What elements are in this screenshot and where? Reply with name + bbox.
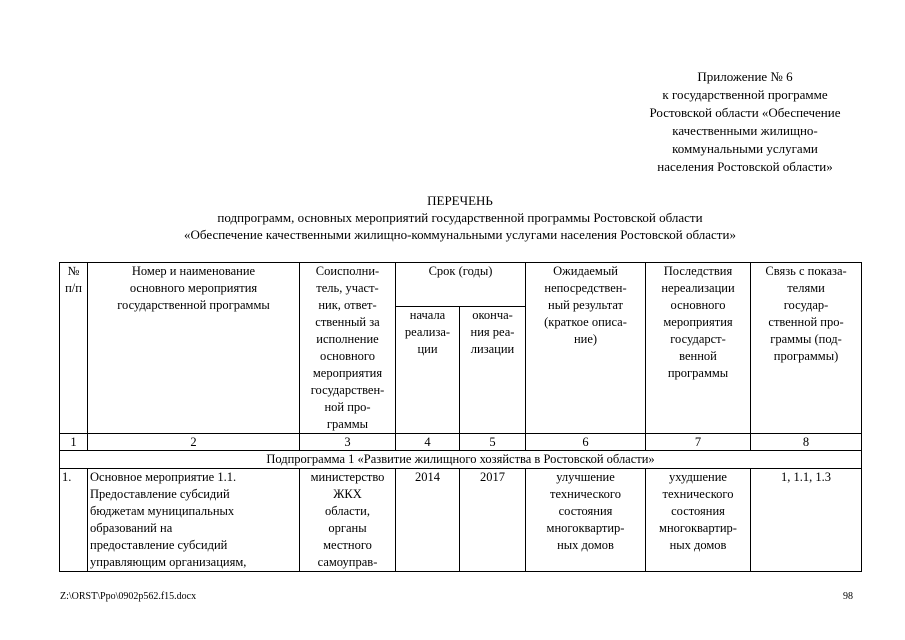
footer-file-path: Z:\ORST\Ppo\0902p562.f15.docx <box>60 591 197 602</box>
header-executor: Соисполни- тель, участ- ник, ответ- ственный за исполнение основного мероприятия государствен- ной про- граммы <box>300 263 396 434</box>
table-header-row <box>60 263 862 307</box>
appendix-note <box>620 68 870 176</box>
appendix-line: коммунальными услугами <box>672 141 818 156</box>
row-consequences: ухудшение технического состояния многоквартир- ных домов <box>646 469 751 572</box>
header-link: Связь с показа- телями государ- ственной про- граммы (под- программы) <box>751 263 862 434</box>
column-number: 6 <box>526 434 646 451</box>
program-table <box>59 262 862 572</box>
row-name: Основное мероприятие 1.1. Предоставление субсидий бюджетам муниципальных образований на предоставление субсидий управляющим организациям, <box>88 469 300 572</box>
header-result: Ожидаемый непосредствен- ный результат (краткое описа- ние) <box>526 263 646 434</box>
header-number: № п/п <box>60 263 88 434</box>
table-row <box>60 469 862 572</box>
document-subtitle-line-1: подпрограмм, основных мероприятий государственной программы Ростовской области <box>217 210 703 225</box>
appendix-line: к государственной программе <box>662 87 828 102</box>
row-end: 2017 <box>460 469 526 572</box>
appendix-line: Ростовской области «Обеспечение <box>649 105 841 120</box>
appendix-line: Приложение № 6 <box>697 69 793 84</box>
appendix-line: населения Ростовской области» <box>657 159 833 174</box>
header-start: начала реализа- ции <box>396 306 460 433</box>
column-number: 5 <box>460 434 526 451</box>
header-end: оконча- ния реа- лизации <box>460 306 526 433</box>
column-number: 1 <box>60 434 88 451</box>
header-term: Срок (годы) <box>396 263 526 307</box>
row-result: улучшение технического состояния многоквартир- ных домов <box>526 469 646 572</box>
row-executor: министерство ЖКХ области, органы местного самоуправ- <box>300 469 396 572</box>
column-number: 4 <box>396 434 460 451</box>
row-start: 2014 <box>396 469 460 572</box>
column-number: 8 <box>751 434 862 451</box>
document-heading <box>60 192 860 243</box>
row-number: 1. <box>60 469 88 572</box>
footer-page-number: 98 <box>843 591 853 602</box>
subprogram-title: Подпрограмма 1 «Развитие жилищного хозяйства в Ростовской области» <box>60 451 862 469</box>
subprogram-row <box>60 451 862 469</box>
document-title: ПЕРЕЧЕНЬ <box>427 193 493 208</box>
column-number: 7 <box>646 434 751 451</box>
header-name: Номер и наименование основного мероприятия государственной программы <box>88 263 300 434</box>
column-number: 2 <box>88 434 300 451</box>
column-number: 3 <box>300 434 396 451</box>
row-link: 1, 1.1, 1.3 <box>751 469 862 572</box>
appendix-line: качественными жилищно- <box>672 123 818 138</box>
document-subtitle-line-2: «Обеспечение качественными жилищно-коммунальными услугами населения Ростовской области» <box>184 227 736 242</box>
column-number-row <box>60 434 862 451</box>
header-consequences: Последствия нереализации основного мероприятия государст- венной программы <box>646 263 751 434</box>
